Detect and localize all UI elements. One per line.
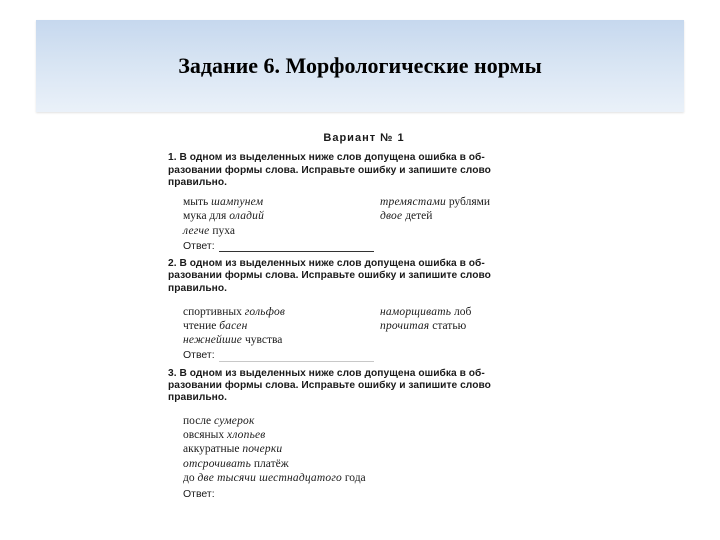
instruction-line: 1. В одном из выделенных ниже слов допущена ошибка в об- <box>168 152 485 164</box>
task-1 <box>168 152 540 252</box>
word-item: мыть шампунем <box>183 196 264 209</box>
word-item: двое детей <box>380 210 433 223</box>
task-3 <box>168 368 540 500</box>
word-item: отсрочивать платёж <box>183 457 289 470</box>
highlighted-word: шампунем <box>211 196 264 209</box>
instruction-line: разовании формы слова. Исправьте ошибку и запишите слово <box>168 164 491 176</box>
highlighted-word: гольфов <box>244 305 286 318</box>
exercise-sheet <box>168 132 540 506</box>
task-instruction <box>168 258 540 295</box>
task-instruction <box>168 368 540 405</box>
highlighted-word: легче <box>183 224 210 237</box>
highlighted-word: прочитая <box>380 320 430 332</box>
word-item: нежнейшие чувства <box>183 334 283 347</box>
highlighted-word: сумерок <box>214 414 255 427</box>
word-item: до две тысячи шестнадцатого года <box>183 472 366 485</box>
highlighted-word: басен <box>219 320 248 332</box>
instruction-line: правильно. <box>168 282 228 294</box>
word-column-right <box>380 195 540 238</box>
highlighted-word: наморщивать <box>380 305 452 318</box>
highlighted-word: хлопьев <box>227 428 266 441</box>
word-item: аккуратные почерки <box>183 443 283 456</box>
highlighted-word: две тысячи шестнадцатого <box>197 472 342 485</box>
highlighted-word: тремястами <box>380 196 446 209</box>
word-item: легче пуха <box>183 224 235 237</box>
highlighted-word: отсрочивать <box>183 457 251 470</box>
answer-field[interactable] <box>219 242 374 252</box>
instruction-line: правильно. <box>168 176 228 188</box>
instruction-line: разовании формы слова. Исправьте ошибку и запишите слово <box>168 379 491 391</box>
instruction-line: 2. В одном из выделенных ниже слов допущена ошибка в об- <box>168 257 485 269</box>
word-item: тремястами рублями <box>380 196 491 209</box>
word-item: чтение басен <box>183 320 248 332</box>
answer-label: Ответ: <box>183 349 215 362</box>
task-2 <box>168 258 540 362</box>
word-item: спортивных гольфов <box>183 305 286 318</box>
variant-heading: Вариант № 1 <box>323 132 405 144</box>
word-item: мука для оладий <box>183 210 265 223</box>
answer-row <box>168 488 540 500</box>
instruction-line: разовании формы слова. Исправьте ошибку и запишите слово <box>168 270 491 282</box>
word-list <box>168 305 540 348</box>
word-item: прочитая статью <box>380 320 467 332</box>
highlighted-word: оладий <box>229 210 265 223</box>
word-item: овсяных хлопьев <box>183 428 266 441</box>
highlighted-word: двое <box>380 210 403 223</box>
task-instruction <box>168 152 540 189</box>
instruction-line: 3. В одном из выделенных ниже слов допущена ошибка в об- <box>168 367 485 379</box>
word-column-left <box>183 305 380 348</box>
word-item: после сумерок <box>183 414 255 427</box>
word-item: наморщивать лоб <box>380 305 472 318</box>
answer-row <box>168 349 540 361</box>
answer-row <box>168 240 540 252</box>
answer-label: Ответ: <box>183 487 215 500</box>
answer-field[interactable] <box>219 352 374 362</box>
highlighted-word: нежнейшие <box>183 334 243 347</box>
highlighted-word: почерки <box>242 443 283 456</box>
word-list <box>168 195 540 238</box>
word-column-right <box>380 305 540 348</box>
instruction-line: правильно. <box>168 392 228 404</box>
word-column-left <box>183 195 380 238</box>
answer-label: Ответ: <box>183 239 215 252</box>
word-list <box>168 414 540 486</box>
slide-title: Задание 6. Морфологические нормы <box>178 53 542 78</box>
